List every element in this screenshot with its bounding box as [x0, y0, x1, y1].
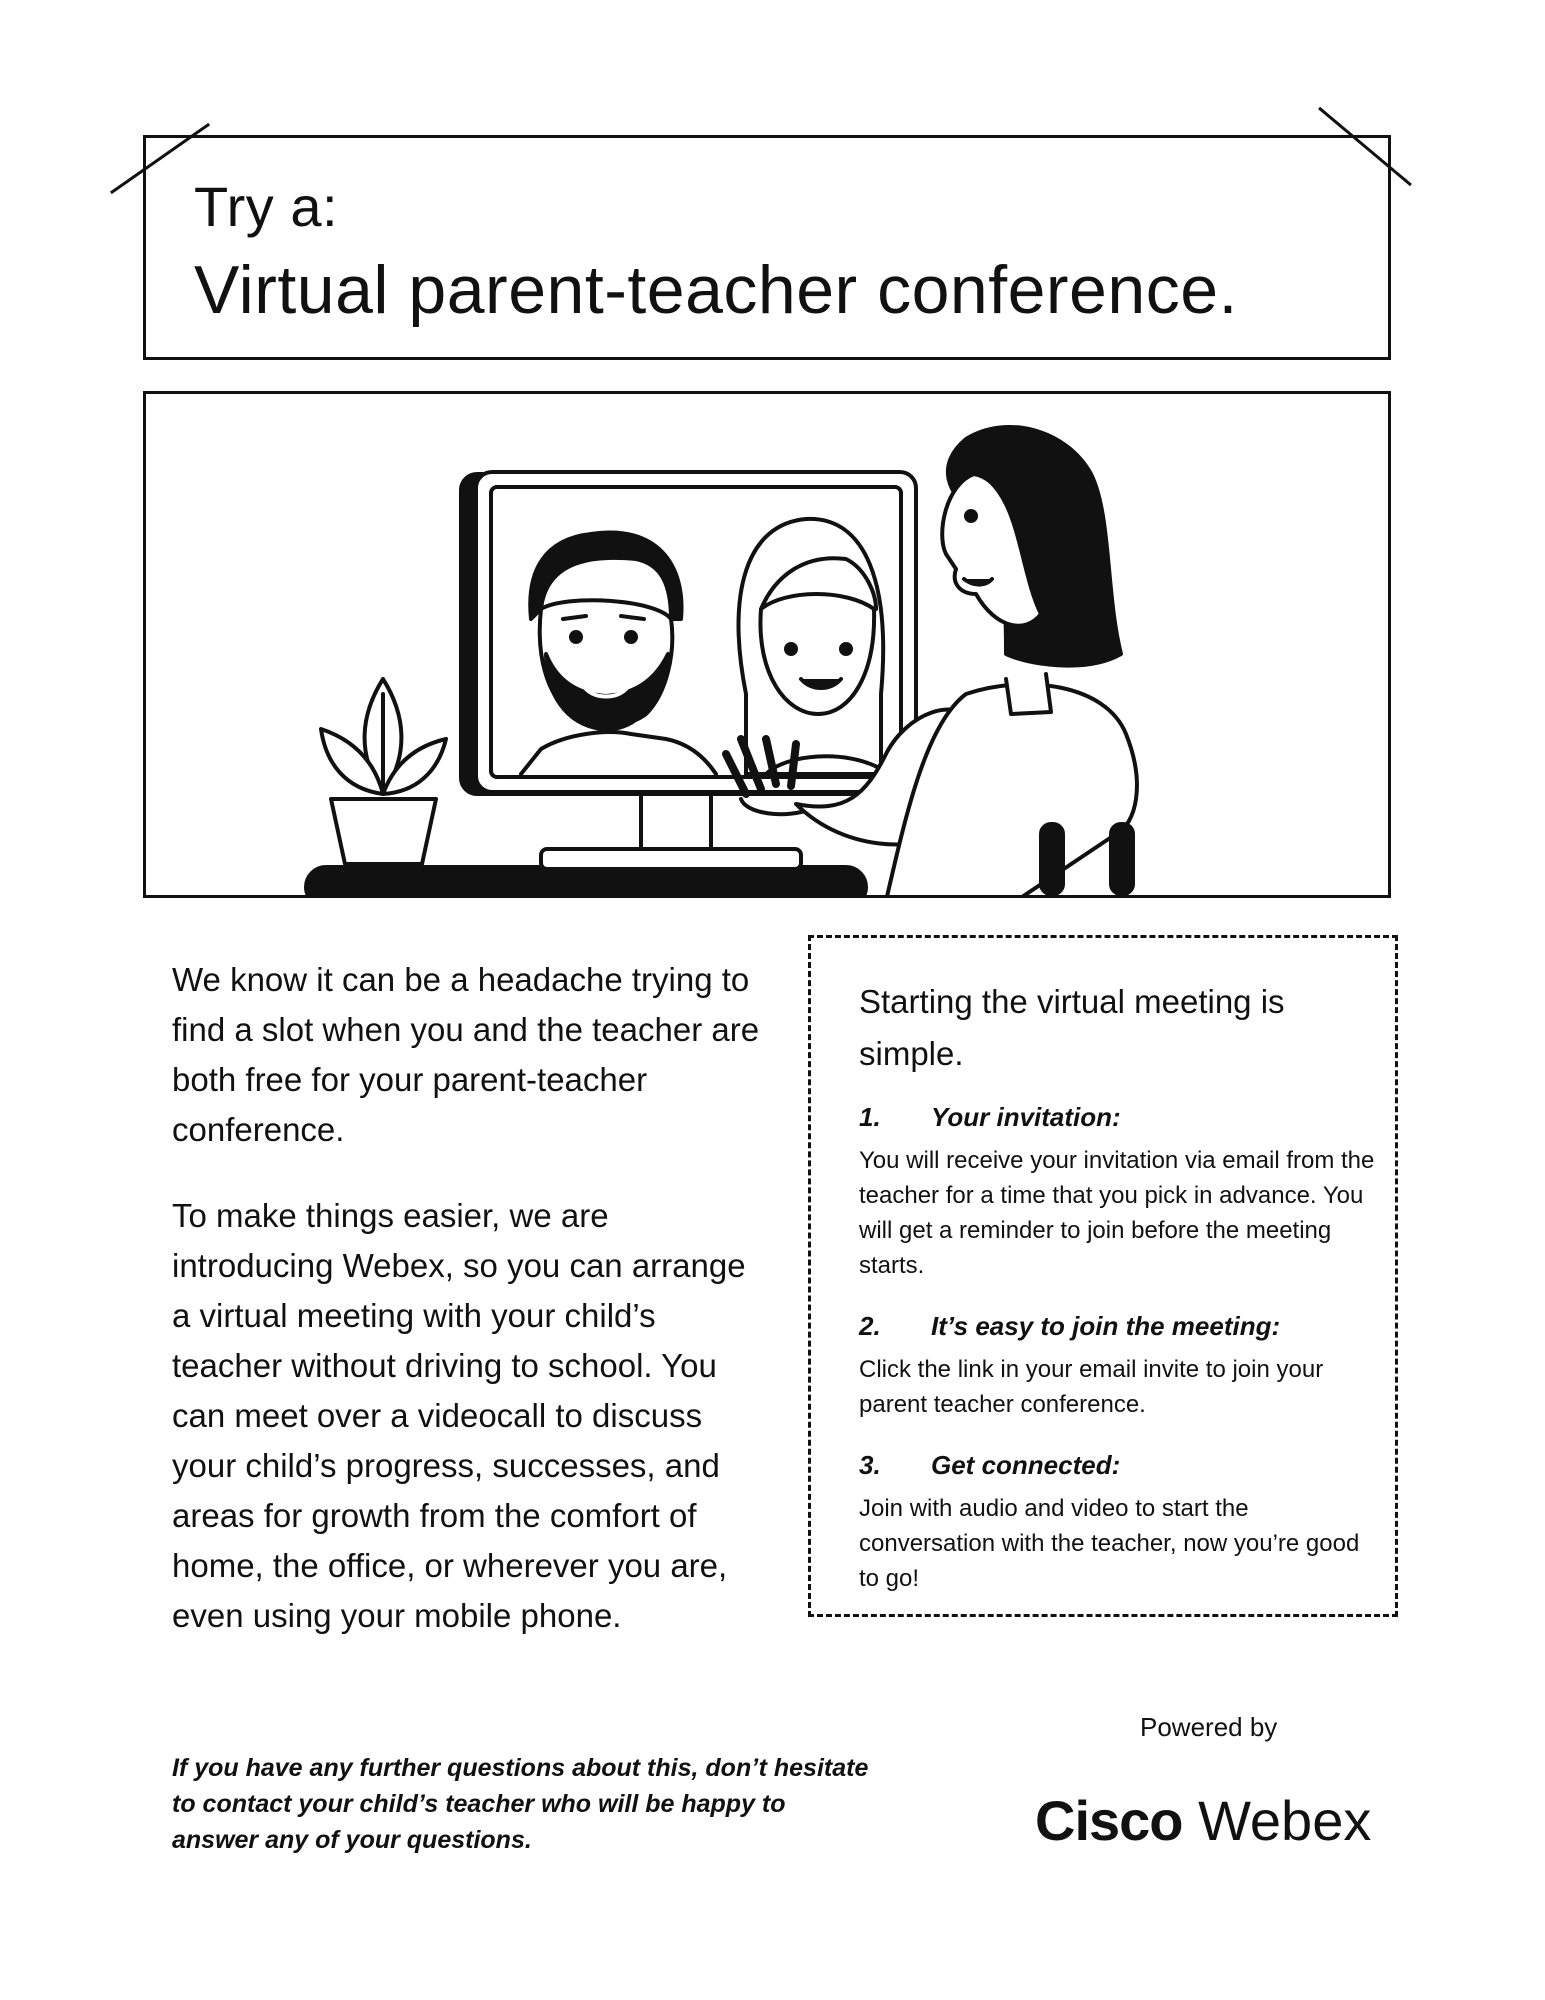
title-box — [143, 135, 1391, 360]
steps-box — [808, 935, 1398, 1617]
step-title: Your invitation: — [931, 1102, 1121, 1132]
step-body: Join with audio and video to start the conversation with the teacher, now you’re good to go! — [859, 1495, 1360, 1592]
step-number: 1. — [859, 1102, 881, 1132]
step-body: You will receive your invitation via email from the teacher for a time that you pick in advance. You will get a reminder to join before the meeting starts. — [859, 1147, 1375, 1279]
step-body: Click the link in your email invite to join your parent teacher conference. — [859, 1356, 1324, 1418]
step-number: 3. — [859, 1450, 881, 1480]
closing-note: If you have any further questions about this, don’t hesitate to contact your child’s teacher who will be happy to answer any of your questions. — [172, 1754, 869, 1854]
intro-text — [172, 955, 772, 1677]
brand-webex: Webex — [1198, 1789, 1372, 1852]
title-small: Try a: — [194, 175, 339, 238]
illustration-frame — [143, 391, 1391, 898]
step-number: 2. — [859, 1311, 881, 1341]
step-title: It’s easy to join the meeting: — [931, 1311, 1281, 1341]
page-title: Virtual parent-teacher conference. — [194, 252, 1238, 328]
cisco-webex-logo — [1035, 1788, 1371, 1853]
step-2 — [859, 1311, 1395, 1422]
intro-paragraph-1: We know it can be a headache trying to find a slot when you and the teacher are both free for your parent-teacher conference. — [172, 961, 760, 1148]
step-1 — [859, 1102, 1395, 1283]
powered-by-label: Powered by — [1140, 1712, 1278, 1742]
video-call-illustration — [146, 394, 1391, 898]
steps-intro: Starting the virtual meeting is simple. — [859, 983, 1285, 1072]
step-title: Get connected: — [931, 1450, 1121, 1480]
intro-paragraph-2: To make things easier, we are introducing Webex, so you can arrange a virtual meeting with your child’s teacher without driving to school. You can meet over a videocall to discuss your child’s progress, successes, and areas for growth from the comfort of home, the office, or wherever you are, even using your mobile phone. — [172, 1197, 746, 1634]
brand-cisco: Cisco — [1035, 1789, 1183, 1852]
step-3 — [859, 1450, 1395, 1596]
